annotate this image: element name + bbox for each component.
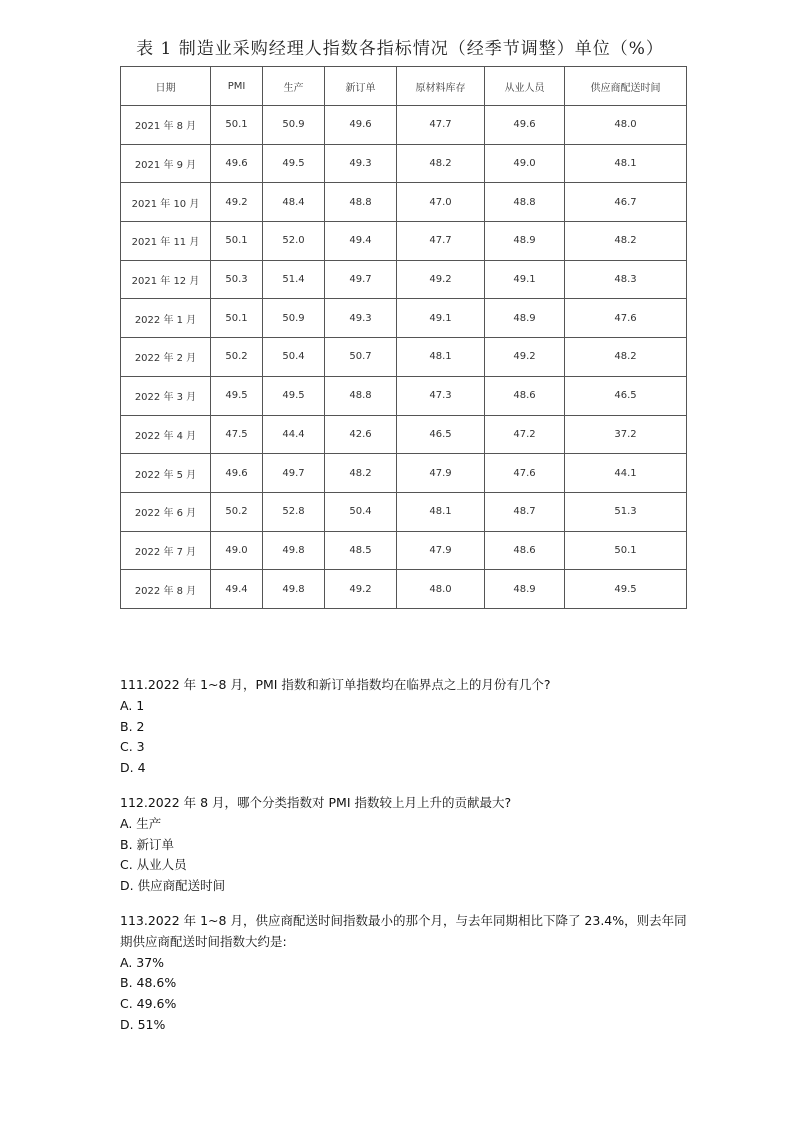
table-cell: 48.8: [485, 183, 565, 222]
table-cell: 51.4: [263, 260, 325, 299]
table-cell: 49.6: [485, 106, 565, 145]
header-cell: 从业人员: [485, 67, 565, 106]
table-cell: 49.1: [485, 260, 565, 299]
table-cell: 49.7: [263, 454, 325, 493]
table-cell: 49.2: [397, 260, 485, 299]
table-cell: 49.6: [211, 454, 263, 493]
table-cell: 50.1: [211, 299, 263, 338]
table-row: [121, 106, 687, 145]
index-table-container: [120, 66, 687, 609]
table-cell: 49.4: [211, 570, 263, 609]
table-cell: 49.5: [211, 376, 263, 415]
table-cell: 48.2: [565, 222, 687, 261]
table-cell: 49.5: [565, 570, 687, 609]
table-cell: 50.3: [211, 260, 263, 299]
answer-option: D. 供应商配送时间: [120, 878, 226, 894]
table-cell: 42.6: [325, 415, 397, 454]
answer-option: C. 3: [120, 739, 145, 755]
answer-option: A. 1: [120, 697, 145, 713]
table-cell: 51.3: [565, 492, 687, 531]
table-cell: 47.9: [397, 454, 485, 493]
table-cell: 49.2: [211, 183, 263, 222]
question-113: [120, 911, 690, 1036]
table-cell: 2022 年 2 月: [121, 338, 211, 377]
table-cell: 48.1: [397, 492, 485, 531]
table-cell: 44.4: [263, 415, 325, 454]
table-cell: 48.9: [485, 570, 565, 609]
table-cell: 48.1: [565, 144, 687, 183]
table-cell: 48.9: [485, 222, 565, 261]
table-cell: 49.2: [485, 338, 565, 377]
table-row: [121, 376, 687, 415]
table-cell: 48.8: [325, 376, 397, 415]
table-cell: 47.0: [397, 183, 485, 222]
table-cell: 2022 年 6 月: [121, 492, 211, 531]
table-title: 表 1 制造业采购经理人指数各指标情况（经季节调整）单位（%）: [136, 39, 664, 59]
table-cell: 49.0: [485, 144, 565, 183]
table-cell: 50.9: [263, 299, 325, 338]
table-cell: 2022 年 1 月: [121, 299, 211, 338]
table-cell: 48.9: [485, 299, 565, 338]
question-112: [120, 793, 690, 897]
table-cell: 47.5: [211, 415, 263, 454]
table-cell: 2021 年 9 月: [121, 144, 211, 183]
header-cell: 生产: [263, 67, 325, 106]
table-cell: 2021 年 12 月: [121, 260, 211, 299]
table-cell: 48.8: [325, 183, 397, 222]
table-cell: 49.5: [263, 144, 325, 183]
answer-option: D. 4: [120, 760, 146, 776]
table-row: [121, 531, 687, 570]
header-cell: 新订单: [325, 67, 397, 106]
question-111: [120, 675, 690, 779]
answer-option: C. 从业人员: [120, 857, 187, 873]
question-stem: 111.2022 年 1~8 月，PMI 指数和新订单指数均在临界点之上的月份有几个?: [120, 677, 551, 692]
table-cell: 49.6: [211, 144, 263, 183]
table-cell: 49.0: [211, 531, 263, 570]
table-cell: 2022 年 8 月: [121, 570, 211, 609]
table-cell: 2021 年 8 月: [121, 106, 211, 145]
table-cell: 48.4: [263, 183, 325, 222]
table-cell: 48.7: [485, 492, 565, 531]
table-cell: 47.3: [397, 376, 485, 415]
header-cell: PMI: [211, 67, 263, 106]
table-cell: 49.8: [263, 570, 325, 609]
table-row: [121, 492, 687, 531]
table-cell: 50.4: [263, 338, 325, 377]
table-row: [121, 222, 687, 261]
table-cell: 52.0: [263, 222, 325, 261]
table-cell: 47.2: [485, 415, 565, 454]
table-cell: 47.9: [397, 531, 485, 570]
answer-option: D. 51%: [120, 1016, 166, 1032]
table-cell: 49.7: [325, 260, 397, 299]
table-cell: 49.1: [397, 299, 485, 338]
table-cell: 48.0: [397, 570, 485, 609]
table-cell: 2022 年 4 月: [121, 415, 211, 454]
question-stem: 112.2022 年 8 月，哪个分类指数对 PMI 指数较上月上升的贡献最大?: [120, 794, 512, 810]
header-cell: 原材料库存: [397, 67, 485, 106]
table-cell: 50.1: [211, 222, 263, 261]
table-row: [121, 144, 687, 183]
table-cell: 48.2: [325, 454, 397, 493]
table-cell: 37.2: [565, 415, 687, 454]
table-cell: 48.5: [325, 531, 397, 570]
table-row: [121, 415, 687, 454]
table-cell: 48.3: [565, 260, 687, 299]
table-cell: 50.2: [211, 492, 263, 531]
table-row: [121, 299, 687, 338]
table-cell: 49.2: [325, 570, 397, 609]
table-cell: 47.6: [485, 454, 565, 493]
question-stem: 113.2022 年 1~8 月，供应商配送时间指数最小的那个月，与去年同期相比下降了 23.4%，则去年同期供应商配送时间指数大约是:: [120, 912, 687, 949]
table-cell: 50.2: [211, 338, 263, 377]
table-cell: 48.2: [397, 144, 485, 183]
table-cell: 2022 年 3 月: [121, 376, 211, 415]
table-cell: 2022 年 5 月: [121, 454, 211, 493]
table-cell: 46.5: [565, 376, 687, 415]
answer-option: B. 2: [120, 718, 145, 734]
table-row: [121, 570, 687, 609]
table-cell: 2022 年 7 月: [121, 531, 211, 570]
table-cell: 49.5: [263, 376, 325, 415]
table-cell: 49.3: [325, 144, 397, 183]
table-cell: 47.7: [397, 222, 485, 261]
table-cell: 49.6: [325, 106, 397, 145]
table-cell: 48.6: [485, 531, 565, 570]
answer-option: A. 生产: [120, 815, 162, 831]
table-row: [121, 260, 687, 299]
index-table: [120, 66, 687, 609]
table-cell: 48.2: [565, 338, 687, 377]
table-cell: 48.0: [565, 106, 687, 145]
table-cell: 47.6: [565, 299, 687, 338]
table-row: [121, 454, 687, 493]
table-cell: 50.4: [325, 492, 397, 531]
table-cell: 2021 年 10 月: [121, 183, 211, 222]
answer-option: C. 49.6%: [120, 996, 177, 1012]
table-cell: 49.8: [263, 531, 325, 570]
table-row: [121, 338, 687, 377]
table-cell: 49.3: [325, 299, 397, 338]
answer-option: B. 新订单: [120, 836, 175, 852]
question-list: [120, 675, 690, 1050]
header-cell: 日期: [121, 67, 211, 106]
table-cell: 50.1: [211, 106, 263, 145]
table-cell: 44.1: [565, 454, 687, 493]
table-cell: 49.4: [325, 222, 397, 261]
table-cell: 50.7: [325, 338, 397, 377]
table-cell: 47.7: [397, 106, 485, 145]
table-cell: 50.9: [263, 106, 325, 145]
table-cell: 2021 年 11 月: [121, 222, 211, 261]
table-cell: 48.1: [397, 338, 485, 377]
answer-option: A. 37%: [120, 954, 165, 970]
header-cell: 供应商配送时间: [565, 67, 687, 106]
table-cell: 50.1: [565, 531, 687, 570]
table-cell: 46.7: [565, 183, 687, 222]
table-header-row: [121, 67, 687, 106]
answer-option: B. 48.6%: [120, 975, 177, 991]
table-row: [121, 183, 687, 222]
table-cell: 52.8: [263, 492, 325, 531]
table-cell: 46.5: [397, 415, 485, 454]
table-cell: 48.6: [485, 376, 565, 415]
